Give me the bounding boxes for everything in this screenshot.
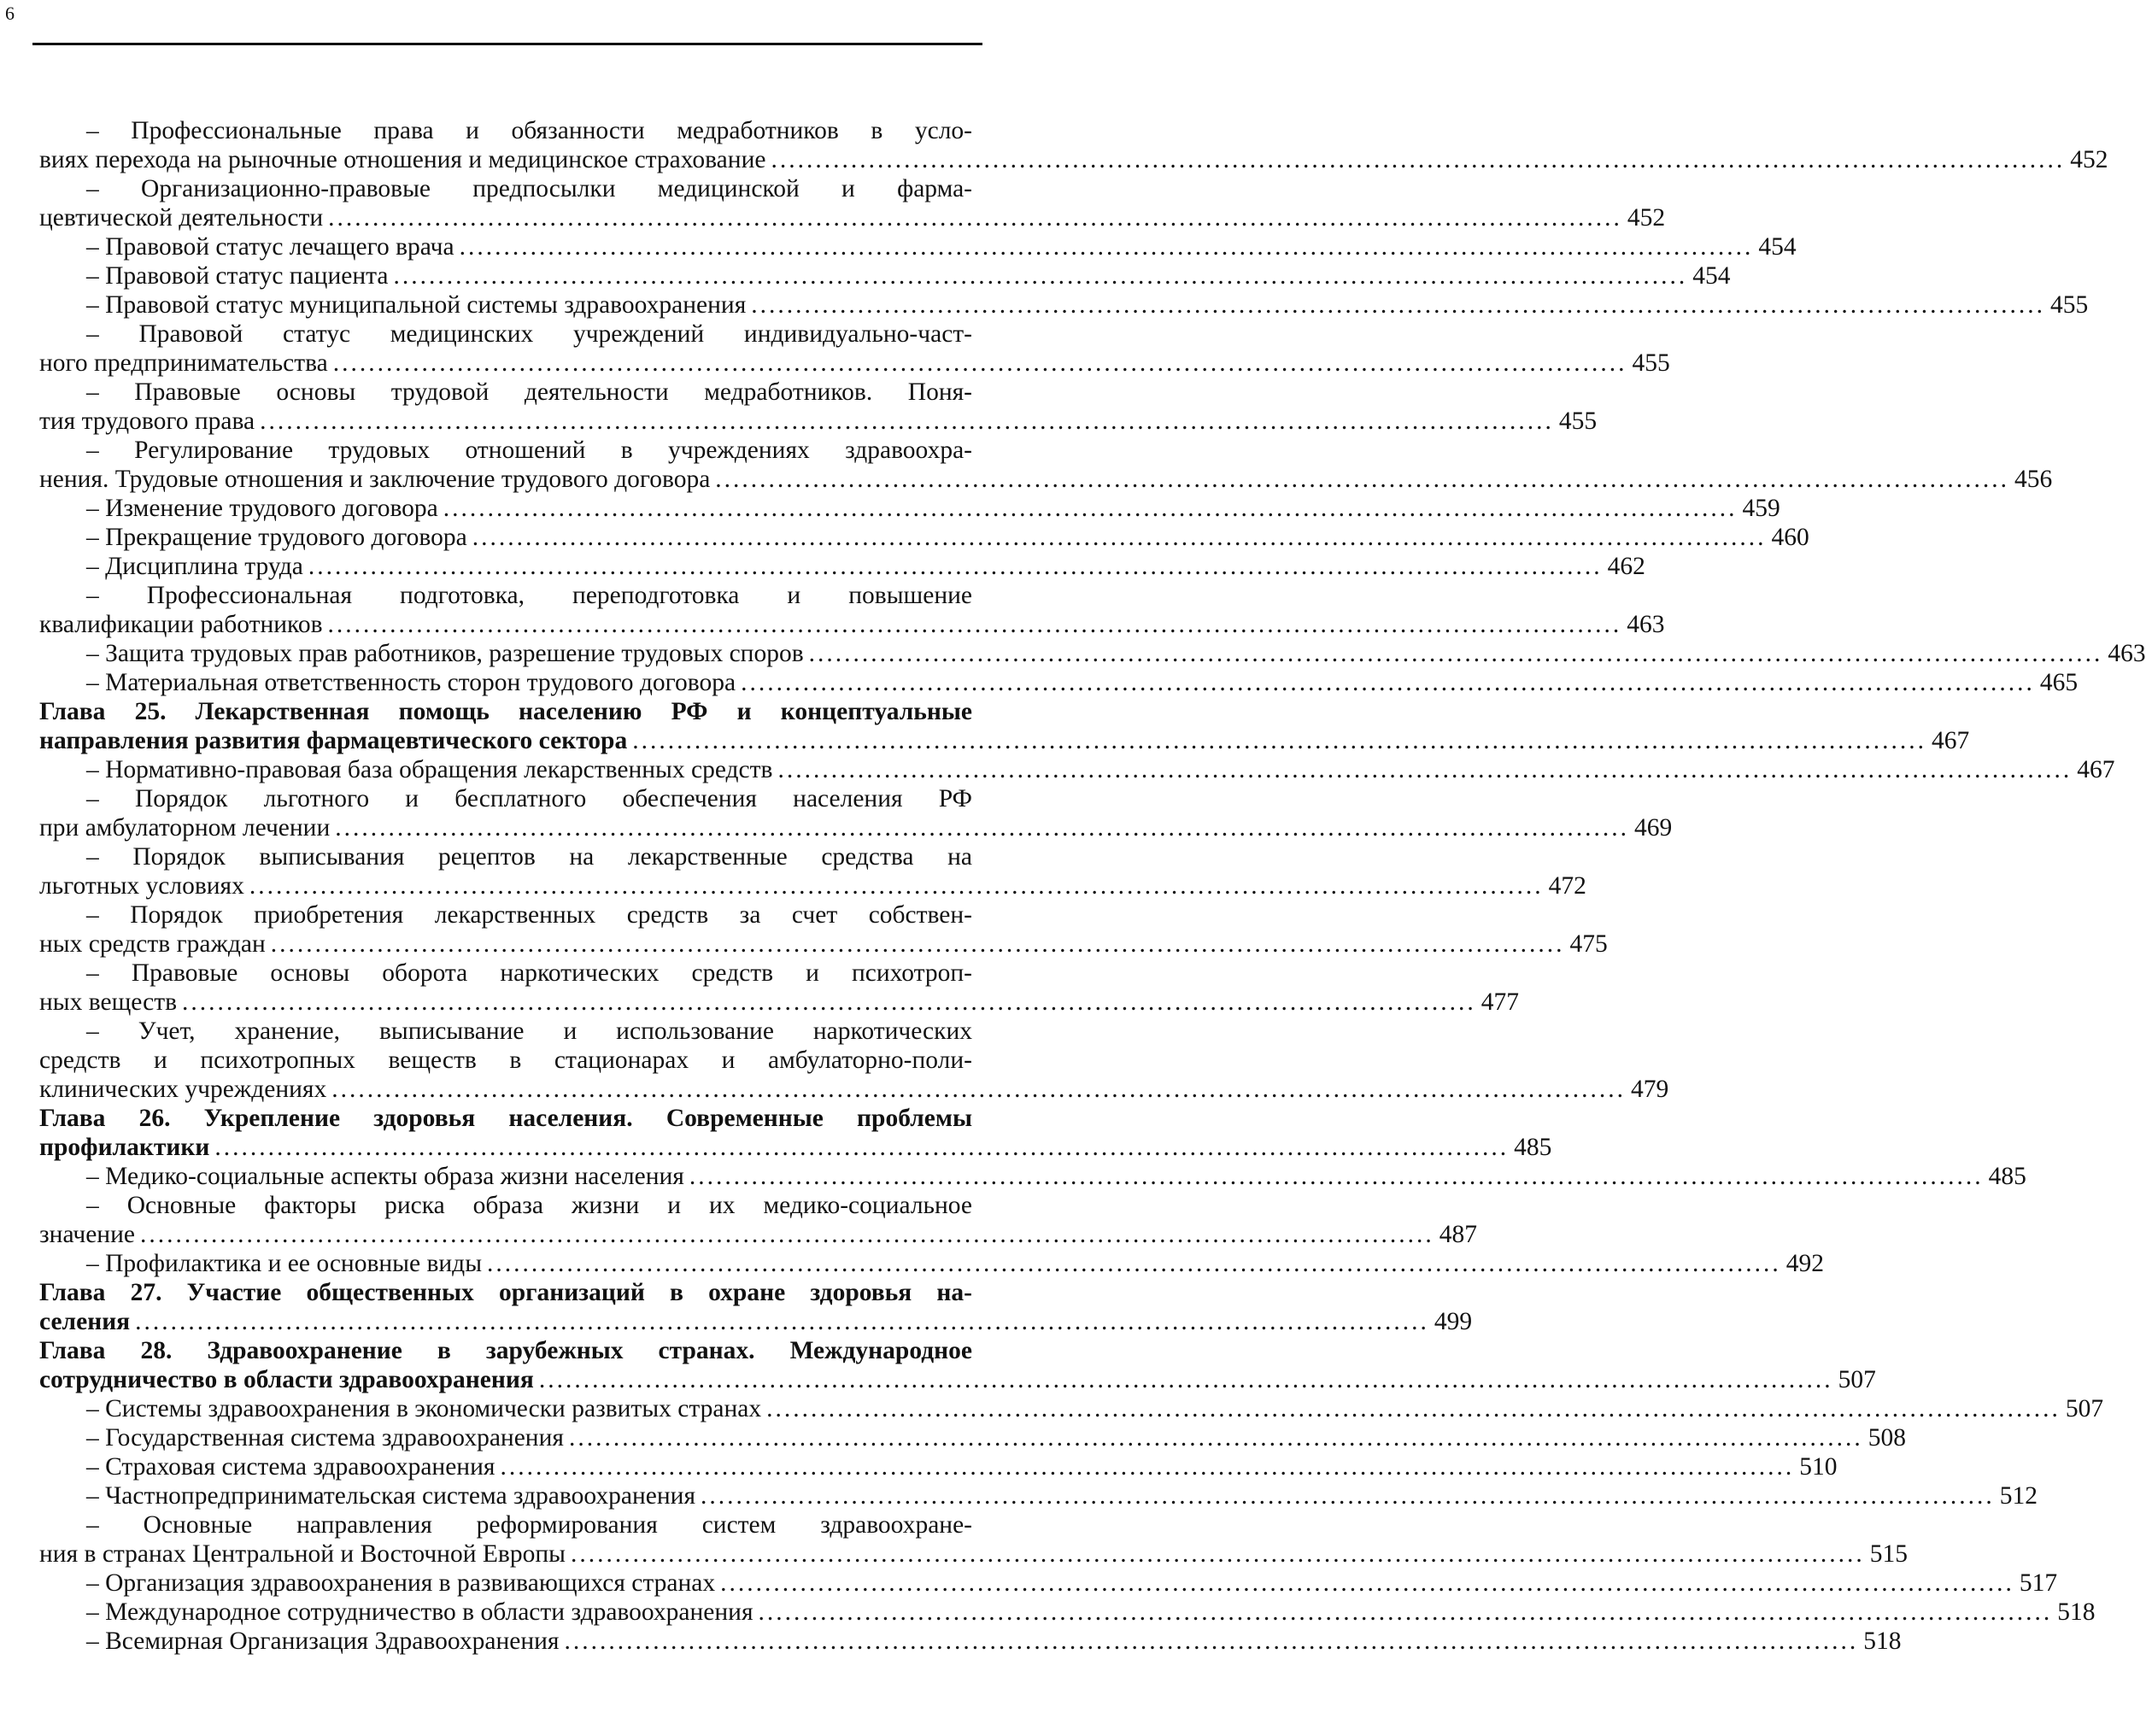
toc-entry-final-line [39,145,2108,174]
toc-entry-title-line: – Правовые основы трудовой деятельности медработников. Поня- [86,378,972,406]
toc-entry-title: сотрудничество в области здравоохранения [39,1366,534,1393]
toc-entry-title: – Защита трудовых прав работников, разрешение трудовых споров [86,640,804,667]
toc-page-number: 460 [1771,524,1809,551]
toc-page-number: 452 [2070,146,2108,173]
toc-entry-final-line [39,1481,2038,1510]
dot-leader: .................................................................................................................................................. [393,262,1688,290]
toc-entry-title: – Системы здравоохранения в экономически развитых странах [86,1395,762,1422]
toc-entry-title: квалификации работников [39,611,323,638]
dot-leader: .................................................................................................................................................. [443,495,1738,522]
table-of-contents [39,116,2146,1656]
toc-section-entry [39,1394,2104,1423]
toc-page-number: 510 [1799,1453,1838,1481]
toc-entry-title: – Международное сотрудничество в области здравоохранения [86,1598,753,1626]
toc-chapter-entry [39,1104,1552,1162]
toc-entry-title: ных веществ [39,988,178,1016]
toc-page-number: 487 [1439,1221,1477,1248]
toc-entry-title: селения [39,1308,131,1335]
toc-page-number: 518 [1863,1628,1902,1655]
dot-leader: .................................................................................................................................................. [459,233,1754,261]
toc-entry-title: – Правовой статус пациента [86,262,389,290]
toc-entry-final-line [39,930,1608,959]
toc-entry-final-line [39,523,1809,552]
toc-section-entry [39,581,1665,639]
toc-entry-final-line [39,813,1673,842]
dot-leader: .................................................................................................................................................. [632,727,1926,754]
toc-section-entry [39,1598,2096,1627]
dot-leader: .................................................................................................................................................. [720,1569,2014,1597]
dot-leader: .................................................................................................................................................. [758,1598,2053,1626]
toc-section-entry [39,1162,2026,1191]
toc-page-number: 512 [1999,1482,2038,1510]
toc-chapter-entry [39,1336,1876,1394]
toc-entry-final-line [39,349,1670,378]
toc-entry-title-line: – Профессиональная подготовка, переподготовка и повышение [86,582,972,609]
toc-entry-final-line [39,1452,1838,1481]
toc-entry-final-line [39,1627,1902,1656]
toc-entry-title: льготных условиях [39,872,244,900]
toc-entry-title: ния в странах Центральной и Восточной Европы [39,1540,566,1568]
dot-leader: .................................................................................................................................................. [701,1482,1995,1510]
dot-leader: .................................................................................................................................................. [570,1540,1865,1568]
toc-page-number: 507 [2065,1395,2104,1422]
dot-leader: .................................................................................................................................................. [808,640,2103,667]
toc-section-entry [39,174,1666,232]
toc-entry-title: – Частнопредпринимательская система здравоохранения [86,1482,696,1510]
toc-entry-title-line: – Правовые основы оборота наркотических средств и психотроп- [86,959,972,987]
toc-section-entry [39,1423,1906,1452]
dot-leader: .................................................................................................................................................. [331,1076,1626,1103]
toc-entry-title: при амбулаторном лечении [39,814,331,842]
toc-entry-title-line: – Порядок выписывания рецептов на лекарственные средства на [86,843,972,871]
toc-entry-title: ных средств граждан [39,930,266,958]
toc-entry-final-line [39,552,1645,581]
toc-entry-final-line [39,610,1665,639]
toc-page-number: 472 [1548,872,1586,900]
toc-entry-final-line [39,1307,1473,1336]
toc-section-entry [39,436,2053,494]
toc-page-number: 459 [1742,495,1780,522]
dot-leader: .................................................................................................................................................. [260,408,1554,435]
toc-entry-final-line [39,1075,1669,1104]
toc-page-number: 485 [1988,1163,2026,1190]
toc-page-number: 507 [1838,1366,1876,1393]
toc-entry-title-line: Глава 25. Лекарственная помощь населению РФ и концептуальные [39,698,972,725]
toc-entry-title: – Организация здравоохранения в развивающихся странах [86,1569,716,1597]
dot-leader: .................................................................................................................................................. [472,524,1767,551]
toc-section-entry [39,1627,1902,1656]
toc-entry-title: направления развития фармацевтического сектора [39,727,628,754]
toc-section-entry [39,1510,1908,1569]
toc-section-entry [39,552,1645,581]
toc-section-entry [39,1569,2058,1598]
toc-section-entry [39,639,2146,668]
toc-chapter-entry [39,1278,1473,1336]
toc-page-number: 499 [1434,1308,1473,1335]
toc-entry-title: виях перехода на рыночные отношения и медицинское страхование [39,146,766,173]
toc-section-entry [39,784,1673,842]
dot-leader: .................................................................................................................................................. [564,1628,1859,1655]
toc-page-number: 452 [1627,204,1666,232]
toc-entry-final-line [39,261,1731,290]
toc-entry-title-line: Глава 26. Укрепление здоровья населения. Современные проблемы [39,1105,972,1132]
toc-page-number: 456 [2014,466,2053,493]
toc-page-number: 508 [1867,1424,1906,1452]
toc-entry-title: – Нормативно-правовая база обращения лекарственных средств [86,756,773,783]
toc-entry-title-line: Глава 28. Здравоохранение в зарубежных странах. Международное [39,1337,972,1364]
dot-leader: .................................................................................................................................................. [500,1453,1795,1481]
toc-page-number: 517 [2019,1569,2058,1597]
toc-section-entry [39,378,1598,436]
toc-page-number: 465 [2039,669,2079,696]
toc-section-entry [39,494,1780,523]
toc-entry-title-line: – Основные факторы риска образа жизни и их медико-социальное [86,1192,972,1219]
toc-entry-title: – Государственная система здравоохранения [86,1424,564,1452]
toc-entry-final-line [39,290,2089,320]
toc-entry-title: ного предпринимательства [39,349,328,377]
toc-entry-final-line [39,203,1666,232]
toc-section-entry [39,290,2089,320]
toc-entry-title: – Дисциплина труда [86,553,303,580]
toc-page-number: 469 [1634,814,1673,842]
toc-entry-final-line [39,726,1970,755]
toc-entry-final-line [39,639,2146,668]
toc-page-number: 454 [1758,233,1797,261]
toc-entry-final-line [39,871,1586,900]
dot-leader: .................................................................................................................................................. [751,291,2046,319]
toc-section-entry [39,320,1670,378]
toc-entry-final-line [39,494,1780,523]
dot-leader: .................................................................................................................................................. [689,1163,1984,1190]
toc-entry-title: – Прекращение трудового договора [86,524,467,551]
toc-section-entry [39,523,1809,552]
toc-entry-title: тия трудового права [39,408,255,435]
toc-entry-final-line [39,1133,1552,1162]
toc-section-entry [39,959,1520,1017]
toc-entry-title: – Материальная ответственность сторон трудового договора [86,669,736,696]
dot-leader: .................................................................................................................................................. [308,553,1603,580]
dot-leader: .................................................................................................................................................. [715,466,2010,493]
toc-entry-title-line: средств и психотропных веществ в стационарах и амбулаторно-поли- [39,1047,972,1074]
toc-page-number: 462 [1607,553,1645,580]
dot-leader: .................................................................................................................................................. [214,1134,1510,1161]
toc-section-entry [39,900,1608,959]
toc-entry-title-line: – Порядок приобретения лекарственных средств за счет собствен- [86,901,972,929]
toc-page-number: 463 [2108,640,2146,667]
toc-entry-title: значение [39,1221,135,1248]
dot-leader: .................................................................................................................................................. [777,756,2073,783]
dot-leader: .................................................................................................................................................. [135,1308,1429,1335]
dot-leader: .................................................................................................................................................. [568,1424,1863,1452]
toc-entry-title: – Профилактика и ее основные виды [86,1250,483,1277]
toc-entry-title-line: – Основные направления реформирования систем здравоохране- [86,1511,972,1539]
toc-page-number: 515 [1869,1540,1908,1568]
toc-entry-title: профилактики [39,1134,210,1161]
toc-entry-title: – Правовой статус лечащего врача [86,233,454,261]
toc-entry-final-line [39,1569,2058,1598]
toc-section-entry [39,755,2115,784]
dot-leader: .................................................................................................................................................. [139,1221,1434,1248]
dot-leader: .................................................................................................................................................. [182,988,1476,1016]
dot-leader: .................................................................................................................................................. [327,611,1622,638]
toc-page-number: 477 [1481,988,1520,1016]
dot-leader: .................................................................................................................................................. [766,1395,2061,1422]
toc-entry-final-line [39,1598,2096,1627]
dot-leader: .................................................................................................................................................. [270,930,1565,958]
toc-entry-title-line: Глава 27. Участие общественных организаций в охране здоровья на- [39,1279,972,1306]
toc-section-entry [39,1017,1669,1104]
dot-leader: .................................................................................................................................................. [741,669,2035,696]
toc-page-number: 454 [1692,262,1731,290]
toc-page-number: 492 [1785,1250,1825,1277]
toc-entry-title: – Изменение трудового договора [86,495,438,522]
toc-page-number: 467 [2077,756,2115,783]
dot-leader: .................................................................................................................................................. [249,872,1544,900]
dot-leader: .................................................................................................................................................. [332,349,1627,377]
toc-section-entry [39,1191,1477,1249]
toc-entry-title: – Правовой статус муниципальной системы здравоохранения [86,291,747,319]
toc-section-entry [39,1481,2038,1510]
toc-entry-title: – Страховая система здравоохранения [86,1453,495,1481]
toc-section-entry [39,842,1586,900]
toc-entry-title: клинических учреждениях [39,1076,327,1103]
dot-leader: .................................................................................................................................................. [487,1250,1781,1277]
toc-page-number: 455 [1632,349,1670,377]
toc-entry-title-line: – Организационно-правовые предпосылки медицинской и фарма- [86,175,972,202]
toc-page-number: 455 [1558,408,1598,435]
toc-page-number: 479 [1630,1076,1669,1103]
toc-entry-title: нения. Трудовые отношения и заключение трудового договора [39,466,711,493]
toc-entry-title-line: – Учет, хранение, выписывание и использование наркотических [86,1018,972,1045]
toc-entry-final-line [39,232,1797,261]
toc-entry-final-line [39,1365,1876,1394]
toc-entry-title-line: – Порядок льготного и бесплатного обеспечения населения РФ [86,785,972,812]
toc-page-number: 518 [2057,1598,2096,1626]
toc-page-number: 455 [2050,291,2089,319]
dot-leader: .................................................................................................................................................. [335,814,1629,842]
toc-entry-title-line: – Регулирование трудовых отношений в учреждениях здравоохра- [86,437,972,464]
toc-entry-final-line [39,407,1598,436]
toc-entry-final-line [39,668,2079,697]
toc-section-entry [39,261,1731,290]
page-number: 6 [5,3,15,24]
toc-entry-final-line [39,465,2053,494]
toc-entry-final-line [39,1249,1825,1278]
toc-entry-final-line [39,1423,1906,1452]
toc-entry-final-line [39,755,2115,784]
toc-section-entry [39,116,2108,174]
toc-entry-title: цевтической деятельности [39,204,324,232]
toc-page-number: 485 [1514,1134,1552,1161]
toc-section-entry [39,1249,1825,1278]
toc-section-entry [39,232,1797,261]
toc-chapter-entry [39,697,1970,755]
toc-entry-final-line [39,1540,1908,1569]
header-rule [32,43,982,45]
dot-leader: .................................................................................................................................................. [328,204,1622,232]
toc-section-entry [39,668,2079,697]
dot-leader: .................................................................................................................................................. [538,1366,1833,1393]
toc-entry-final-line [39,1162,2026,1191]
toc-entry-title-line: – Правовой статус медицинских учреждений индивидуально-част- [86,320,972,348]
toc-entry-title: – Всемирная Организация Здравоохранения [86,1628,560,1655]
toc-page-number: 475 [1569,930,1608,958]
toc-section-entry [39,1452,1838,1481]
toc-entry-final-line [39,1394,2104,1423]
toc-page-number: 463 [1627,611,1665,638]
dot-leader: .................................................................................................................................................. [771,146,2066,173]
toc-entry-final-line [39,988,1520,1017]
toc-entry-final-line [39,1220,1477,1249]
toc-page-number: 467 [1931,727,1970,754]
toc-entry-title-line: – Профессиональные права и обязанности медработников в усло- [86,117,972,144]
toc-entry-title: – Медико-социальные аспекты образа жизни населения [86,1163,684,1190]
